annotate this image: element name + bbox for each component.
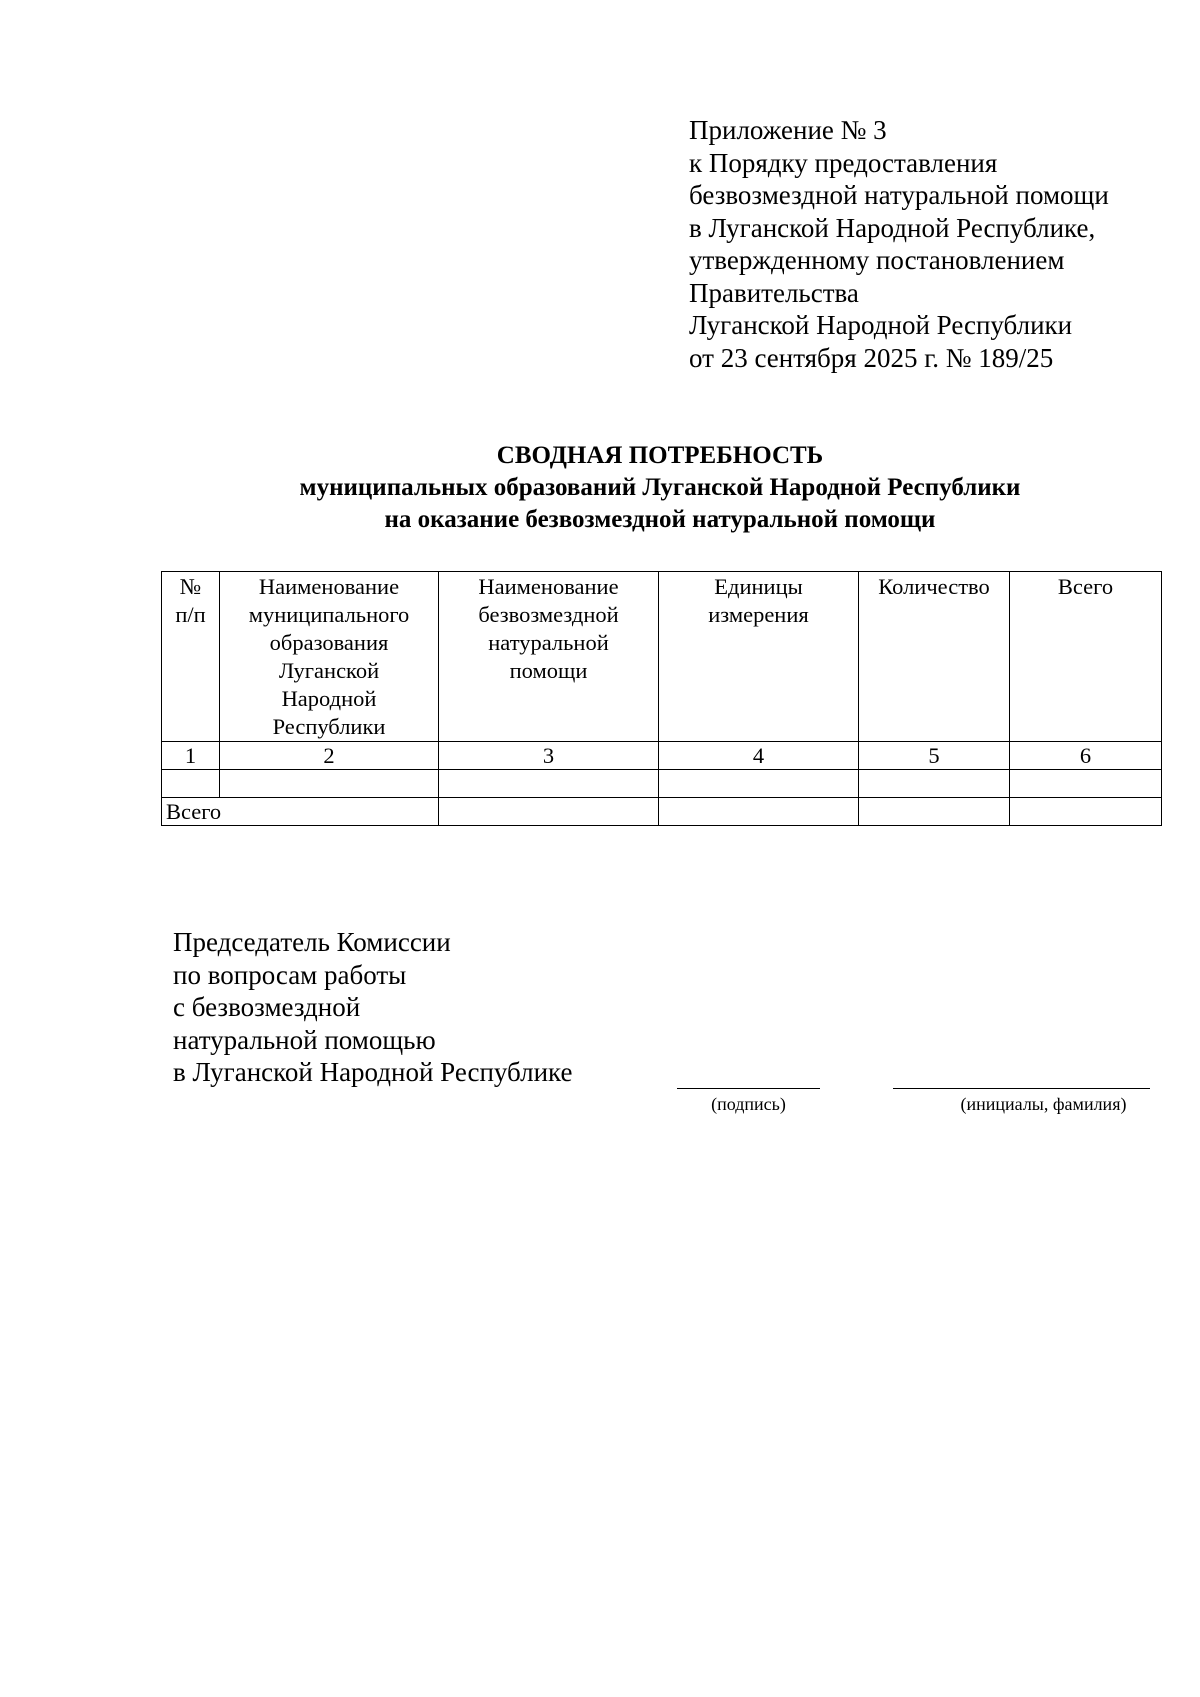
column-number: 6 (1010, 742, 1162, 770)
column-number: 2 (220, 742, 439, 770)
header-cell-municipality: Наименование муниципального образования Луганской Народной Республики (220, 572, 439, 742)
annex-line: безвозмездной натуральной помощи (689, 180, 1109, 210)
signer-block (173, 926, 572, 1089)
empty-cell (859, 798, 1010, 826)
table-header-row (162, 572, 1162, 742)
empty-cell (1010, 798, 1162, 826)
annex-line: в Луганской Народной Республике, (689, 212, 1096, 243)
annex-line: Луганской Народной Республики (689, 310, 1073, 340)
name-line[interactable] (893, 1088, 1150, 1089)
annex-line: утвержденному постановлением (689, 245, 1065, 275)
document-title (0, 440, 1200, 536)
needs-table (161, 571, 1162, 826)
signature-line[interactable] (677, 1088, 820, 1089)
total-label: Всего (162, 798, 439, 826)
column-number: 1 (162, 742, 220, 770)
empty-cell (162, 770, 220, 798)
header-cell-aid-name: Наименование безвозмездной натуральной помощи (439, 572, 659, 742)
signer-line: натуральной помощью (173, 1024, 436, 1055)
signer-line: с безвозмездной (173, 992, 361, 1022)
empty-cell (220, 770, 439, 798)
empty-cell (859, 770, 1010, 798)
annex-line: к Порядку предоставления (689, 147, 998, 178)
annex-line: Правительства (689, 277, 859, 308)
header-cell-total: Всего (1010, 572, 1162, 742)
signer-line: в Луганской Народной Республике (173, 1057, 573, 1087)
signer-line: Председатель Комиссии (173, 927, 451, 957)
header-cell-units: Единицы измерения (659, 572, 859, 742)
header-cell-number: № п/п (162, 572, 220, 742)
annex-line: от 23 сентября 2025 г. № 189/25 (689, 342, 1054, 373)
column-number: 5 (859, 742, 1010, 770)
total-row (162, 798, 1162, 826)
empty-cell (439, 798, 659, 826)
empty-cell (659, 798, 859, 826)
header-cell-quantity: Количество (859, 572, 1010, 742)
name-caption: (инициалы, фамилия) (960, 1094, 1127, 1114)
column-number: 4 (659, 742, 859, 770)
empty-cell (439, 770, 659, 798)
signature-caption: (подпись) (711, 1094, 786, 1114)
empty-cell (659, 770, 859, 798)
title-line: на оказание безвозмездной натуральной помощи (384, 506, 936, 533)
signer-line: по вопросам работы (173, 959, 407, 990)
title-line: СВОДНАЯ ПОТРЕБНОСТЬ (496, 442, 824, 469)
empty-cell (1010, 770, 1162, 798)
annex-block (689, 114, 1109, 374)
annex-line: Приложение № 3 (689, 115, 887, 145)
table-row (162, 770, 1162, 798)
column-number-row (162, 742, 1162, 770)
title-line: муниципальных образований Луганской Народной Республики (299, 474, 1021, 501)
column-number: 3 (439, 742, 659, 770)
